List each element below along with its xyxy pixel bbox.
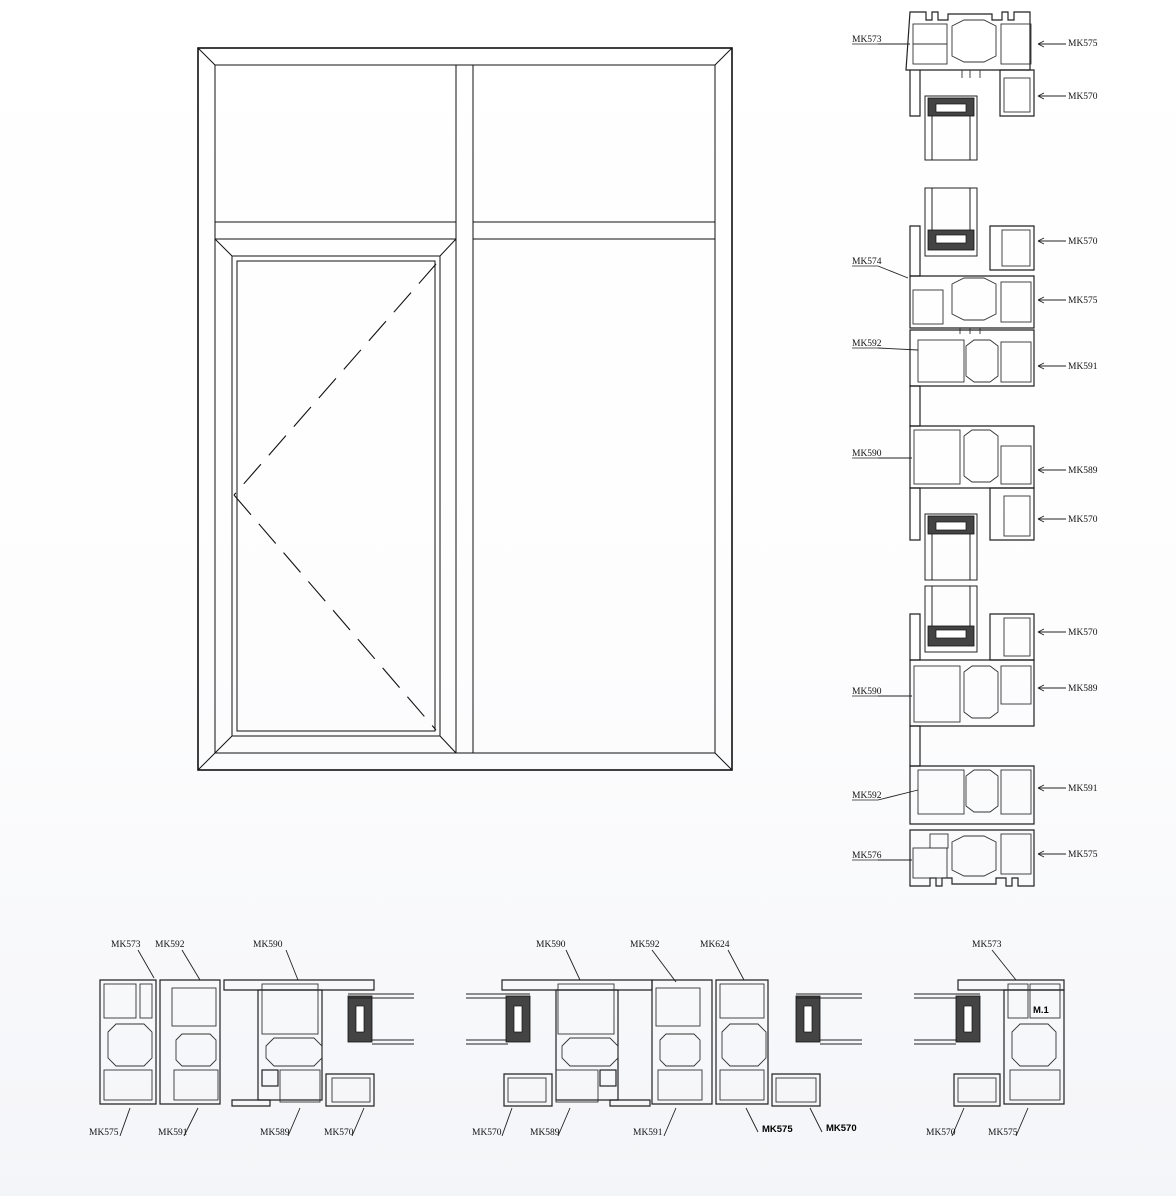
label-mk624-h2: MK624	[700, 940, 730, 950]
glass-h1	[348, 994, 414, 1044]
label-mk570-h2a: MK570	[472, 1128, 502, 1138]
label-mk589-v2: MK589	[1068, 684, 1098, 694]
right-leaders	[1038, 41, 1066, 857]
label-mk591-v1: MK591	[1068, 362, 1098, 372]
label-mk590-v1: MK590	[852, 449, 882, 459]
label-mk570-v2: MK570	[1068, 237, 1098, 247]
label-mk575-h2: MK575	[762, 1124, 793, 1135]
profile-sill-mk576-mk575	[910, 830, 1034, 886]
label-mk573-v: MK573	[852, 35, 882, 45]
label-mk570-v3: MK570	[1068, 515, 1098, 525]
label-mk592-h2: MK592	[630, 940, 660, 950]
glass-unit-4	[925, 586, 977, 652]
label-mk589-v1: MK589	[1068, 466, 1098, 476]
label-mk575-h1: MK575	[89, 1128, 119, 1138]
label-mk590-h2: MK590	[536, 940, 566, 950]
glass-h3	[914, 994, 980, 1044]
label-mk592-v2: MK592	[852, 791, 882, 801]
label-mk575-h3: MK575	[988, 1128, 1018, 1138]
label-mk574: MK574	[852, 257, 882, 267]
label-ml1: M.1	[1033, 1005, 1049, 1016]
horizontal-section-3	[914, 950, 1064, 1136]
label-mk570-h1: MK570	[324, 1128, 354, 1138]
label-mk590-h1: MK590	[253, 940, 283, 950]
profile-mk592-mk591-lower	[910, 766, 1034, 824]
label-mk592-h1: MK592	[155, 940, 185, 950]
label-mk591-h1: MK591	[158, 1128, 188, 1138]
label-mk570-h2b: MK570	[826, 1123, 857, 1134]
glass-h2b	[796, 994, 862, 1044]
label-mk591-h2: MK591	[633, 1128, 663, 1138]
label-mk573-h3: MK573	[972, 940, 1002, 950]
label-mk570-v1: MK570	[1068, 92, 1098, 102]
label-mk570-v4: MK570	[1068, 628, 1098, 638]
horizontal-section-2	[466, 950, 862, 1136]
label-mk576: MK576	[852, 851, 882, 861]
label-mk570-h3: MK570	[926, 1128, 956, 1138]
glass-unit-2	[925, 188, 977, 256]
label-mk590-v2: MK590	[852, 687, 882, 697]
label-mk575-v3: MK575	[1068, 850, 1098, 860]
label-mk592-v1: MK592	[852, 339, 882, 349]
horizontal-section-1	[100, 950, 414, 1136]
window-elevation	[198, 48, 732, 770]
glass-unit-3	[925, 514, 977, 580]
profile-mk592-mk591	[910, 330, 1034, 426]
glass-h2a	[466, 994, 530, 1044]
label-mk591-v2: MK591	[1068, 784, 1098, 794]
label-mk589-h2: MK589	[530, 1128, 560, 1138]
label-mk575-v1: MK575	[1068, 39, 1098, 49]
label-mk575-v2: MK575	[1068, 296, 1098, 306]
label-mk589-h1: MK589	[260, 1128, 290, 1138]
vertical-section	[852, 12, 1098, 886]
label-mk573-h1: MK573	[111, 940, 141, 950]
glass-unit-1	[925, 96, 977, 160]
